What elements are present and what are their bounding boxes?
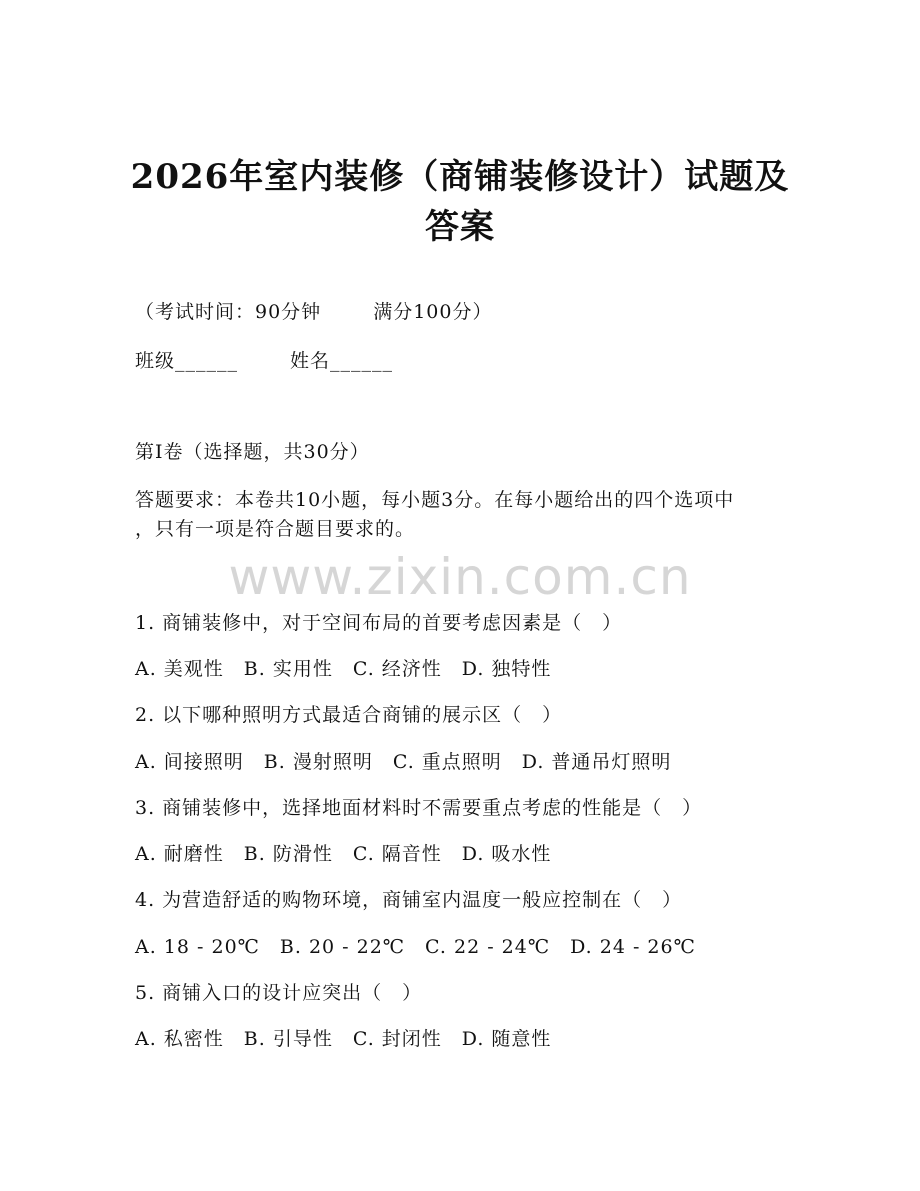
document-title: 2026年室内装修（商铺装修设计）试题及答案 bbox=[130, 157, 790, 247]
question-4-stem: 4. 为营造舒适的购物环境，商铺室内温度一般应控制在（ ） bbox=[135, 889, 683, 911]
exam-info bbox=[135, 300, 492, 324]
question-2-stem: 2. 以下哪种照明方式最适合商铺的展示区（ ） bbox=[135, 704, 563, 726]
question-5-stem: 5. 商铺入口的设计应突出（ ） bbox=[135, 982, 423, 1004]
student-fields bbox=[135, 349, 393, 373]
question-4-options: A. 18 - 20℃ B. 20 - 22℃ C. 22 - 24℃ D. 24 - 26℃ bbox=[135, 936, 696, 958]
name-field: 姓名______ bbox=[290, 350, 394, 372]
question-3-stem: 3. 商铺装修中，选择地面材料时不需要重点考虑的性能是（ ） bbox=[135, 797, 703, 819]
exam-score: 满分100分） bbox=[373, 301, 493, 323]
question-3-options: A. 耐磨性 B. 防滑性 C. 隔音性 D. 吸水性 bbox=[135, 843, 552, 865]
instructions-line-2: ，只有一项是符合题目要求的。 bbox=[135, 518, 416, 540]
section-heading: 第Ⅰ卷（选择题，共30分） bbox=[135, 441, 370, 463]
instructions-line-1: 答题要求：本卷共10小题，每小题3分。在每小题给出的四个选项中 bbox=[135, 489, 735, 511]
question-1-options: A. 美观性 B. 实用性 C. 经济性 D. 独特性 bbox=[135, 658, 552, 680]
question-1-stem: 1. 商铺装修中，对于空间布局的首要考虑因素是（ ） bbox=[135, 612, 623, 634]
question-2-options: A. 间接照明 B. 漫射照明 C. 重点照明 D. 普通吊灯照明 bbox=[135, 751, 672, 773]
exam-time: （考试时间：90分钟 bbox=[135, 301, 322, 323]
question-5-options: A. 私密性 B. 引导性 C. 封闭性 D. 随意性 bbox=[135, 1028, 552, 1050]
class-field: 班级______ bbox=[135, 350, 239, 372]
watermark: www.zixin.com.cn bbox=[228, 548, 692, 606]
